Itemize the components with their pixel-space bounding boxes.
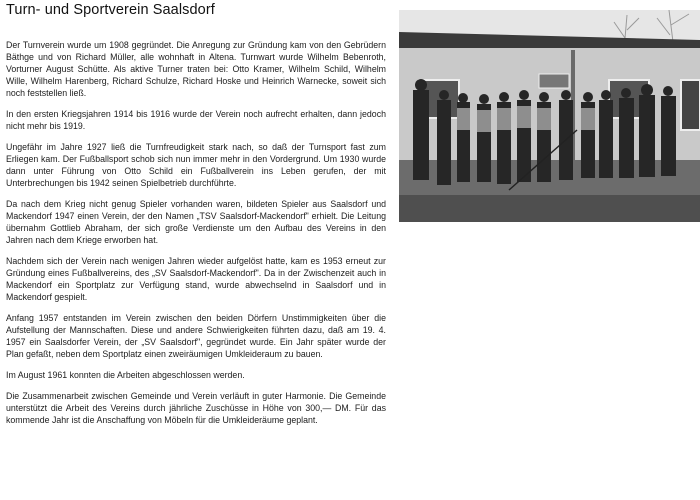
paragraph-founding: Der Turnverein wurde um 1908 gegründet. Die Anregung zur Gründung kam von den Gebrüdern Bäthge und von Richard Müller, alle wohnhaft in Altena. Turnwart wurde Wilhelm Bebenroth, Vorturner August Schütte. Als aktive Turner traten bei: Otto Kramer, Wilhelm Schild, Wilhelm Wille, Wilhelm Harenberg, Richard Schulze, Richard Hoske und Heinrich Warnecke, soweit sich noch feststellen ließ.: [6, 40, 386, 98]
paragraph-cooperation: Die Zusammenarbeit zwischen Gemeinde und Verein verläuft in guter Harmonie. Die Gemeinde unterstützt die Arbeit des Vereins durch jährliche Zuschüsse in Höhe von 300,— DM. Für das kommende Jahr ist die Anschaffung von Möbeln für die Umkleideräume geplant.: [6, 391, 386, 425]
team-photo: [399, 10, 700, 222]
body-text: [6, 39, 386, 435]
paragraph-postwar-club: Da nach dem Krieg nicht genug Spieler vorhanden waren, bildeten Spieler aus Saalsdorf und Mackendorf 1947 einen Verein, der den Namen „TSV Saalsdorf-Mackendorf" erhielt. Die Leitung übernahm Gottlieb Abraham, der sich große Verdienste um den Aufbau des Vereins in den Jahren nach dem Kriege erworben hat.: [6, 199, 386, 245]
paragraph-war-years: In den ersten Kriegsjahren 1914 bis 1916 wurde der Verein noch aufrecht erhalten, dann jedoch nicht mehr bis 1919.: [6, 109, 386, 131]
page-title: Turn- und Sportverein Saalsdorf: [6, 2, 215, 18]
paragraph-football-start: Ungefähr im Jahre 1927 ließ die Turnfreudigkeit stark nach, so daß der Turnsport fast zum Erliegen kam. Der Fußballsport schob sich nun immer mehr in den Vordergrund. Um 1930 wurde dann unter Führung von Otto Schild ein Fußballverein ins Leben gerufen, der mit Unterbrechungen bis 1942 seinen Spielbetrieb durchführte.: [6, 142, 386, 188]
paragraph-1953-refounding: Nachdem sich der Verein nach wenigen Jahren wieder aufgelöst hatte, kam es 1953 erneut zur Gründung eines Fußballvereins, des „SV Saalsdorf-Mackendorf". Da in der Zwischenzeit auch in Mackendorf ein Sportplatz zur Verfügung stand, wurde abwechselnd in Saalsdorf und in Mackendorf gespielt.: [6, 256, 386, 302]
paragraph-1961-completion: Im August 1961 konnten die Arbeiten abgeschlossen werden.: [6, 370, 245, 380]
paragraph-1957-split: Anfang 1957 entstanden im Verein zwischen den beiden Dörfern Unstimmigkeiten über die Aufstellung der Mannschaften. Diese und andere Schwierigkeiten führten dazu, daß am 19. 4. 1957 ein Saalsdorfer Verein, der „SV Saalsdorf", gegründet wurde. Ein Jahr später wurde der Plan gefaßt, neben dem Sportplatz einen zweiräumigen Umkleideraum zu bauen.: [6, 313, 386, 359]
